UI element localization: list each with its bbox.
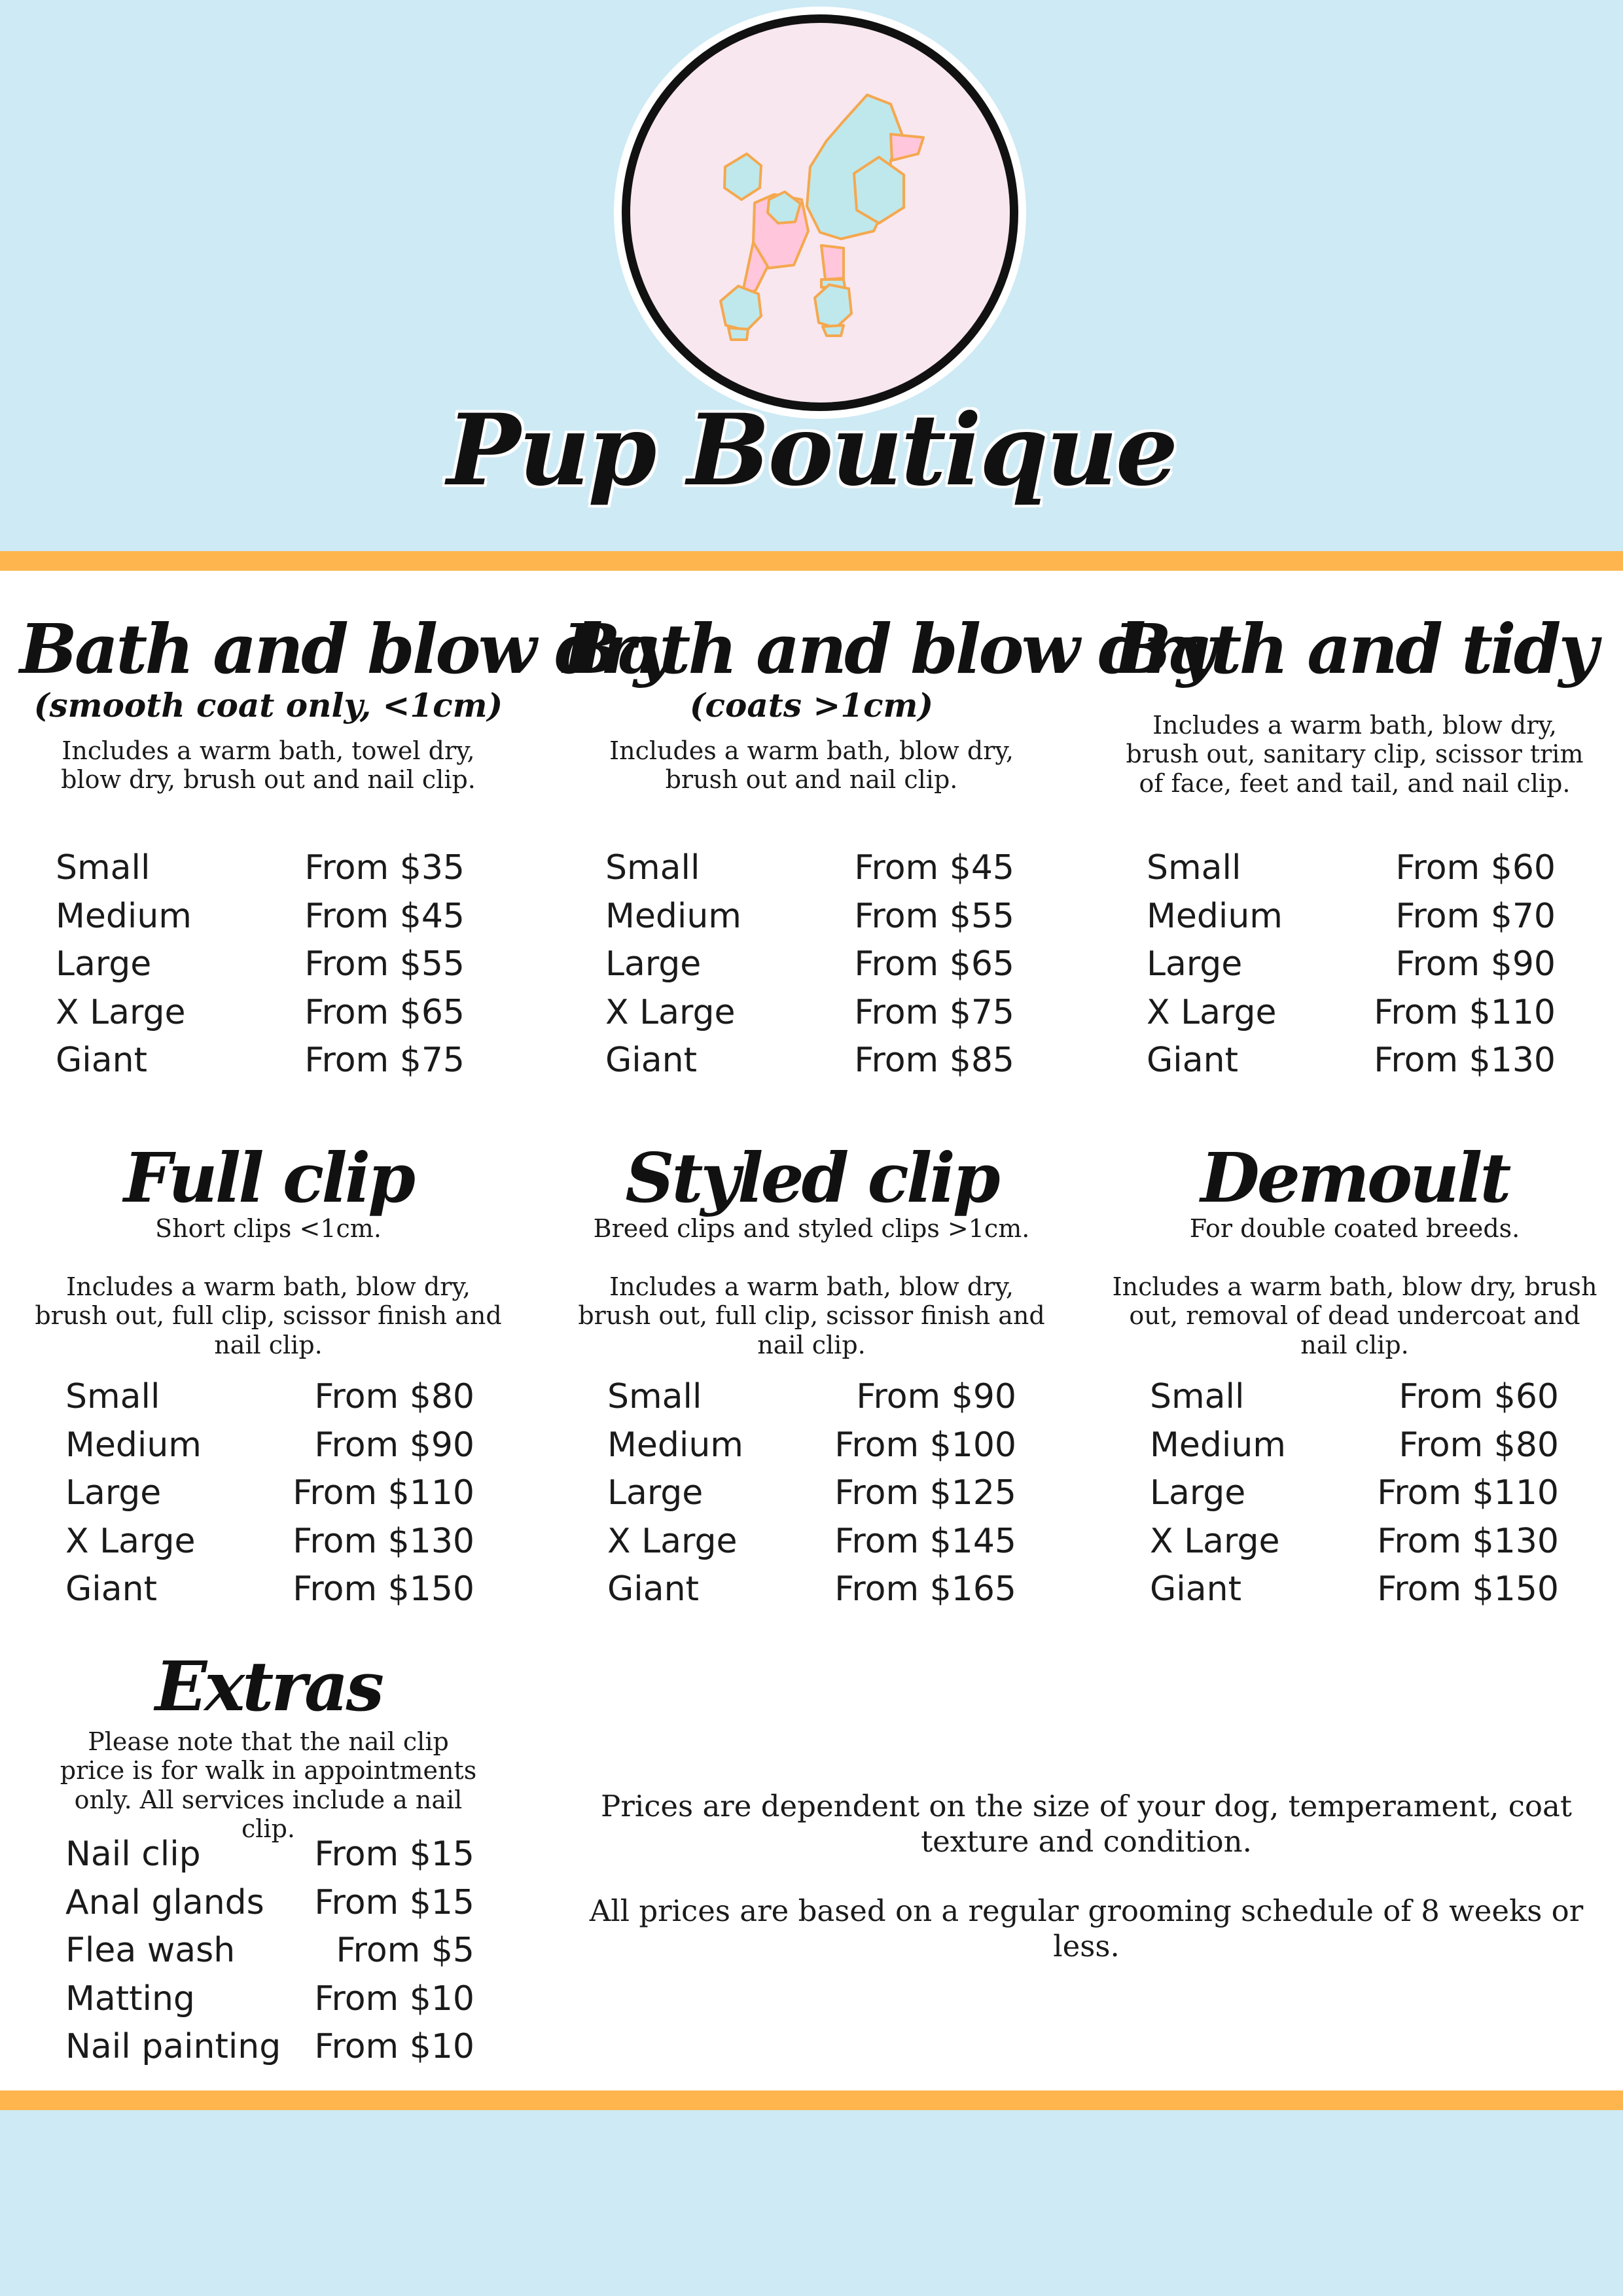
section-subtitle: (smooth coat only, <1cm) <box>33 686 503 725</box>
price-value: From $145 <box>834 1521 1016 1561</box>
section-bath-tidy <box>1106 609 1603 798</box>
size-label: Large <box>1147 944 1243 984</box>
price-value: From $15 <box>314 1835 474 1874</box>
price-value: From $60 <box>1399 1377 1559 1416</box>
section-title: Extras <box>154 1646 382 1727</box>
price-value: From $90 <box>856 1377 1016 1416</box>
size-label: Large <box>1150 1473 1246 1513</box>
price-row <box>65 2023 474 2072</box>
price-list <box>607 1373 1016 1614</box>
price-value: From $110 <box>1377 1473 1559 1513</box>
price-value: From $80 <box>314 1377 474 1416</box>
size-label: Medium <box>65 1425 202 1465</box>
section-full-clip <box>20 1138 517 1359</box>
size-label: Small <box>607 1377 702 1416</box>
price-row <box>56 941 465 989</box>
price-row <box>1147 1037 1556 1085</box>
price-row <box>605 941 1014 989</box>
price-value: From $10 <box>314 1979 474 2018</box>
price-list <box>1150 1373 1559 1614</box>
price-value: From $100 <box>834 1425 1016 1465</box>
price-row <box>1150 1373 1559 1422</box>
size-label: Large <box>605 944 702 984</box>
price-row <box>65 1879 474 1928</box>
price-value: From $110 <box>1374 992 1556 1032</box>
price-value: From $35 <box>304 848 465 888</box>
section-description: Includes a warm bath, blow dry, brush out, sanitary clip, scissor trim of face, feet and tail, and nail clip. <box>1126 711 1584 798</box>
price-value: From $45 <box>854 848 1014 888</box>
size-label: Giant <box>607 1570 699 1609</box>
size-label: Medium <box>607 1425 743 1465</box>
price-value: From $5 <box>336 1931 474 1970</box>
section-note: Short clips <1cm. <box>155 1214 382 1243</box>
section-title: Demoult <box>1200 1138 1509 1218</box>
size-label: Small <box>1150 1377 1245 1416</box>
price-value: From $60 <box>1395 848 1556 888</box>
section-extras <box>39 1646 497 1844</box>
price-list <box>65 1373 474 1614</box>
price-value: From $15 <box>314 1882 474 1922</box>
price-value: From $55 <box>304 944 465 984</box>
size-label: Large <box>56 944 152 984</box>
size-label: Small <box>1147 848 1241 888</box>
poodle-icon <box>630 23 1010 403</box>
price-value: From $10 <box>314 2027 474 2066</box>
size-label: X Large <box>1150 1521 1280 1561</box>
price-row <box>56 844 465 893</box>
price-value: From $90 <box>314 1425 474 1465</box>
section-demoult <box>1106 1138 1603 1359</box>
section-description: Includes a warm bath, blow dry, brush out, full clip, scissor finish and nail clip. <box>578 1272 1045 1359</box>
price-value: From $75 <box>854 992 1014 1032</box>
price-value: From $150 <box>293 1570 474 1609</box>
price-row <box>56 989 465 1037</box>
size-label: Giant <box>1147 1041 1238 1080</box>
price-row <box>65 1566 474 1614</box>
size-label: Small <box>65 1377 160 1416</box>
item-label: Nail clip <box>65 1835 201 1874</box>
price-row <box>607 1566 1016 1614</box>
price-row <box>607 1373 1016 1422</box>
price-row <box>65 1469 474 1518</box>
size-label: Small <box>605 848 700 888</box>
price-row <box>65 1373 474 1422</box>
section-subtitle: (coats >1cm) <box>689 686 934 725</box>
section-title: Bath and blow dry <box>563 609 1214 689</box>
item-label: Flea wash <box>65 1931 236 1970</box>
price-row <box>65 1927 474 1975</box>
size-label: Small <box>56 848 151 888</box>
size-label: Giant <box>56 1041 147 1080</box>
section-note: Breed clips and styled clips >1cm. <box>593 1214 1030 1243</box>
size-label: X Large <box>605 992 736 1032</box>
section-description: Includes a warm bath, blow dry, brush out, full clip, scissor finish and nail clip. <box>35 1272 502 1359</box>
price-value: From $130 <box>1374 1041 1556 1080</box>
schedule-note: All prices are based on a regular grooming schedule of 8 weeks or less. <box>589 1893 1584 1964</box>
section-title: Bath and tidy <box>1114 609 1596 689</box>
section-bath-blow-dry-smooth <box>20 609 671 795</box>
section-description: Includes a warm bath, blow dry, brush out, removal of dead undercoat and nail clip. <box>1112 1272 1597 1359</box>
logo <box>622 14 1018 411</box>
price-list <box>605 844 1014 1085</box>
item-label: Matting <box>65 1979 195 2018</box>
price-value: From $55 <box>854 896 1014 936</box>
size-label: Giant <box>65 1570 157 1609</box>
price-list <box>56 844 465 1085</box>
price-row <box>1147 844 1556 893</box>
section-description: Includes a warm bath, blow dry, brush out and nail clip. <box>609 736 1014 795</box>
price-value: From $80 <box>1399 1425 1559 1465</box>
size-label: Medium <box>605 896 741 936</box>
price-row <box>605 1037 1014 1085</box>
price-row <box>56 893 465 941</box>
size-label: X Large <box>607 1521 738 1561</box>
bottom-orange-stripe <box>0 2090 1623 2110</box>
price-row <box>56 1037 465 1085</box>
section-description: Includes a warm bath, towel dry, blow dry, brush out and nail clip. <box>61 736 476 795</box>
price-row <box>605 844 1014 893</box>
item-label: Anal glands <box>65 1882 264 1922</box>
size-label: Giant <box>605 1041 697 1080</box>
size-label: Large <box>65 1473 162 1513</box>
price-row <box>607 1518 1016 1566</box>
size-label: Medium <box>1150 1425 1286 1465</box>
section-title: Bath and blow dry <box>20 609 671 689</box>
price-row <box>605 989 1014 1037</box>
size-label: Large <box>607 1473 704 1513</box>
price-row <box>605 893 1014 941</box>
price-row <box>65 1422 474 1470</box>
price-list <box>1147 844 1556 1085</box>
price-list <box>65 1831 474 2072</box>
size-label: Medium <box>56 896 192 936</box>
price-value: From $125 <box>834 1473 1016 1513</box>
size-label: X Large <box>65 1521 196 1561</box>
price-row <box>1150 1566 1559 1614</box>
price-value: From $65 <box>304 992 465 1032</box>
size-label: Giant <box>1150 1570 1241 1609</box>
section-title: Full clip <box>124 1138 413 1218</box>
price-value: From $90 <box>1395 944 1556 984</box>
price-value: From $130 <box>293 1521 474 1561</box>
item-label: Nail painting <box>65 2027 281 2066</box>
section-title: Styled clip <box>625 1138 998 1218</box>
section-styled-clip <box>563 1138 1060 1359</box>
pricing-note: Prices are dependent on the size of your dog, temperament, coat texture and condition. <box>601 1789 1572 1859</box>
section-bath-blow-dry-coats <box>563 609 1214 795</box>
size-label: X Large <box>1147 992 1277 1032</box>
price-value: From $165 <box>834 1570 1016 1609</box>
price-value: From $70 <box>1395 896 1556 936</box>
section-description: Please note that the nail clip price is for walk in appointments only. All services include a nail clip. <box>60 1727 477 1844</box>
price-value: From $45 <box>304 896 465 936</box>
price-row <box>1150 1422 1559 1470</box>
price-row <box>607 1469 1016 1518</box>
size-label: X Large <box>56 992 186 1032</box>
price-row <box>1147 989 1556 1037</box>
price-value: From $75 <box>304 1041 465 1080</box>
price-row <box>1147 941 1556 989</box>
price-value: From $65 <box>854 944 1014 984</box>
price-value: From $130 <box>1377 1521 1559 1561</box>
size-label: Medium <box>1147 896 1283 936</box>
price-row <box>1150 1518 1559 1566</box>
section-note: For double coated breeds. <box>1189 1214 1520 1243</box>
price-row <box>65 1975 474 2024</box>
price-row <box>65 1518 474 1566</box>
price-row <box>607 1422 1016 1470</box>
price-value: From $110 <box>293 1473 474 1513</box>
brand-title: Pup Boutique <box>446 393 1177 508</box>
price-value: From $150 <box>1377 1570 1559 1609</box>
price-row <box>1150 1469 1559 1518</box>
price-row <box>1147 893 1556 941</box>
price-row <box>65 1831 474 1879</box>
price-value: From $85 <box>854 1041 1014 1080</box>
top-orange-stripe <box>0 551 1623 571</box>
